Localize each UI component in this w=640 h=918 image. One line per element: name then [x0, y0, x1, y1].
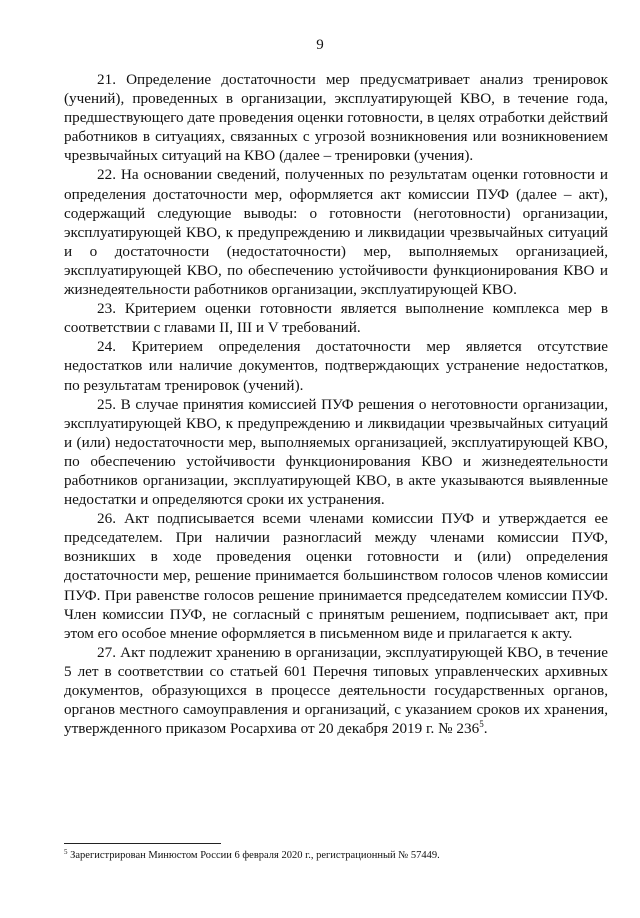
- paragraph-25: 25. В случае принятия комиссией ПУФ решения о неготовности организации, эксплуатирующей КВО, к предупреждению и ликвидации чрезвычайных ситуаций и (или) недостаточности мер, выполняемых организацией, эксплуатирующей КВО, по обеспечению устойчивости функционирования КВО и жизнедеятельности работников организации, эксплуатирующей КВО, в акте указываются выявленные недостатки и определяются сроки их устранения.: [64, 395, 608, 509]
- document-body: [64, 70, 608, 738]
- footnote-divider: [64, 843, 221, 844]
- paragraph-22: 22. На основании сведений, полученных по результатам оценки готовности и определения достаточности мер, оформляется акт комиссии ПУФ (далее – акт), содержащий следующие выводы: о готовности (неготовности) организации, эксплуатирующей КВО, к предупреждению и ликвидации чрезвычайных ситуаций и о достаточности (недостаточности) мер, выполняемых организацией, эксплуатирующей КВО, по обеспечению устойчивости функционирования КВО и жизнедеятельности работников организации, эксплуатирующей КВО.: [64, 166, 608, 299]
- footnote-text: Зарегистрирован Минюстом России 6 февраля 2020 г., регистрационный № 57449.: [70, 850, 440, 861]
- paragraph-23: 23. Критерием оценки готовности является выполнение комплекса мер в соответствии с главами II, III и V требований.: [64, 300, 608, 337]
- paragraph-26: 26. Акт подписывается всеми членами комиссии ПУФ и утверждается ее председателем. При наличии разногласий между членами комиссии ПУФ, возникших в ходе проведения оценки готовности и (или) определения достаточности мер, решение принимается большинством голосов членов комиссии ПУФ. При равенстве голосов решение принимается председателем комиссии ПУФ. Член комиссии ПУФ, не согласный с принятым решением, подписывает акт, при этом его особое мнение оформляется в письменном виде и прилагается к акту.: [64, 510, 608, 642]
- paragraph-27-end: .: [483, 720, 488, 738]
- paragraph-21: 21. Определение достаточности мер предусматривает анализ тренировок (учений), проведенных в организации, эксплуатирующей КВО, в течение года, предшествующего дате проведения оценки готовности, в целях отработки действий работников в ситуациях, связанных с угрозой возникновения или возникновением чрезвычайных ситуаций на КВО (далее – тренировки (учения).: [64, 71, 608, 165]
- footnote: [64, 849, 608, 862]
- paragraph-27: [64, 643, 608, 738]
- footnote-marker: 5: [64, 848, 68, 856]
- paragraph-27-text: 27. Акт подлежит хранению в организации, эксплуатирующей КВО, в течение 5 лет в соответствии со статьей 601 Перечня типовых управленческих архивных документов, образующихся в процессе деятельности государственных органов, органов местного самоуправления и организаций, с указанием сроков их хранения, утвержденного приказом Росархива от 20 декабря 2019 г. № 236: [64, 643, 608, 738]
- footnote-reference: 5: [479, 719, 484, 730]
- page-number: 9: [316, 37, 324, 53]
- paragraph-24: 24. Критерием определения достаточности мер является отсутствие недостатков или наличие документов, подтверждающих устранение недостатков, по результатам тренировок (учений).: [64, 338, 608, 394]
